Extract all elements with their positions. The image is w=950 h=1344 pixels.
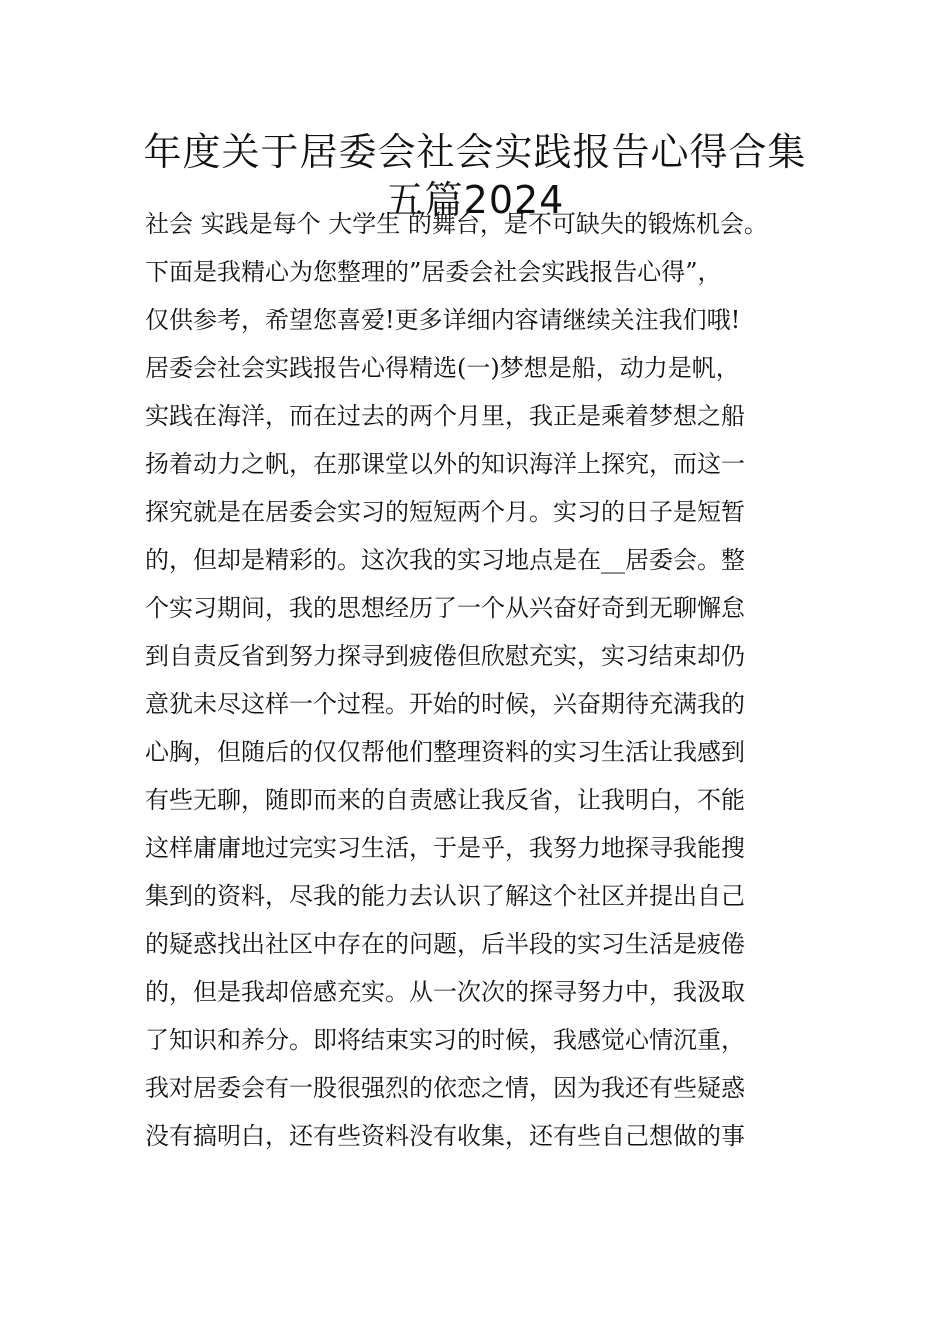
body-line: 这样庸庸地过完实习生活，于是乎，我努力地探寻我能搜 [145, 834, 745, 862]
body-line: 居委会社会实践报告心得精选(一)梦想是船，动力是帆， [145, 354, 740, 382]
body-line: 下面是我精心为您整理的”居委会社会实践报告心得”， [145, 258, 722, 286]
body-line: 的，但却是精彩的。这次我的实习地点是在__居委会。整 [145, 546, 745, 574]
body-line: 探究就是在居委会实习的短短两个月。实习的日子是短暂 [145, 498, 745, 526]
body-line: 个实习期间，我的思想经历了一个从兴奋好奇到无聊懈怠 [145, 594, 745, 622]
body-line: 意犹未尽这样一个过程。开始的时候，兴奋期待充满我的 [145, 690, 745, 718]
body-line: 了知识和养分。即将结束实习的时候，我感觉心情沉重， [145, 1026, 745, 1054]
body-line: 社会 实践是每个 大学生 的舞台，是不可缺失的锻炼机会。 [145, 210, 768, 238]
body-line: 心胸，但随后的仅仅帮他们整理资料的实习生活让我感到 [145, 738, 745, 766]
document-title-line-2: 五篇2024 [385, 178, 565, 222]
body-line: 有些无聊，随即而来的自责感让我反省，让我明白，不能 [145, 786, 745, 814]
body-line: 的，但是我却倍感充实。从一次次的探寻努力中，我汲取 [145, 978, 745, 1006]
body-line: 没有搞明白，还有些资料没有收集，还有些自己想做的事 [145, 1122, 745, 1150]
body-line: 扬着动力之帆，在那课堂以外的知识海洋上探究，而这一 [145, 450, 745, 478]
body-line: 我对居委会有一股很强烈的依恋之情，因为我还有些疑惑 [145, 1074, 745, 1102]
document-title-line-1: 年度关于居委会社会实践报告心得合集 [143, 130, 807, 174]
body-line: 到自责反省到努力探寻到疲倦但欣慰充实，实习结束却仍 [145, 642, 745, 670]
body-line: 的疑惑找出社区中存在的问题，后半段的实习生活是疲倦 [145, 930, 745, 958]
body-line: 实践在海洋，而在过去的两个月里，我正是乘着梦想之船 [145, 402, 745, 430]
body-line: 集到的资料，尽我的能力去认识了解这个社区并提出自己 [145, 882, 745, 910]
body-line: 仅供参考，希望您喜爱!更多详细内容请继续关注我们哦! [145, 306, 741, 334]
